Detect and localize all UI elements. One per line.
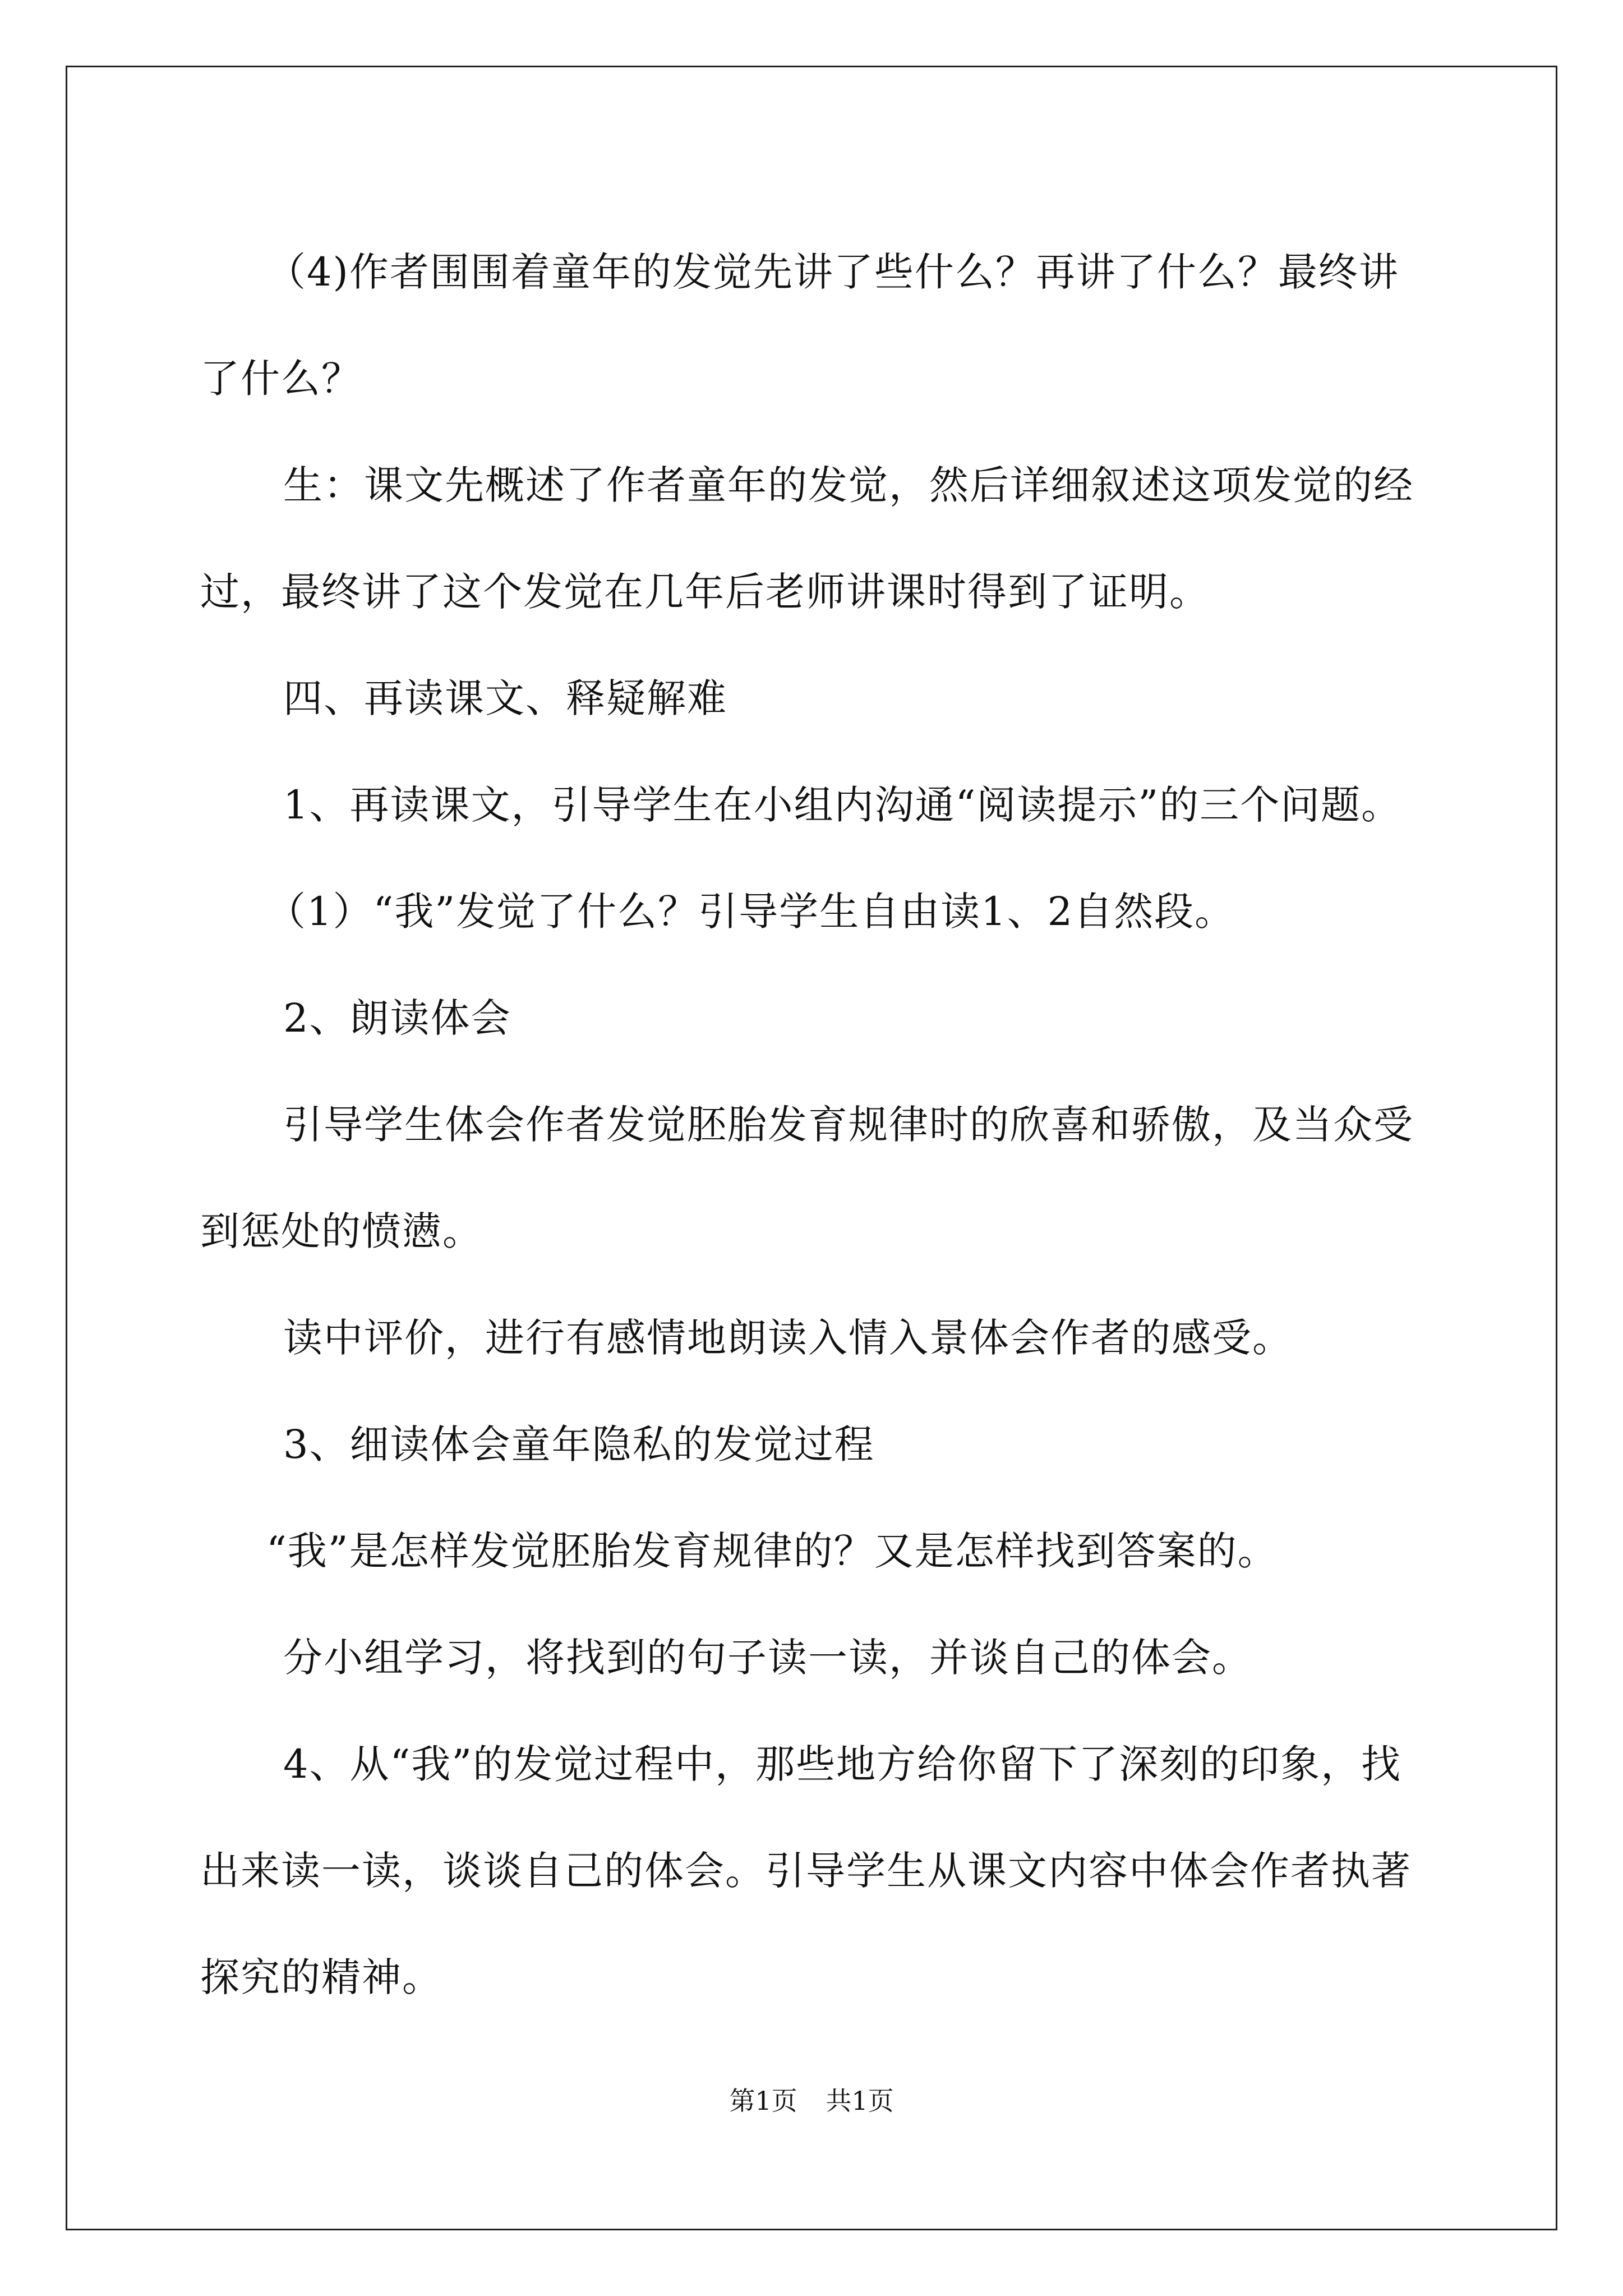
paragraph-12: 4、从“我”的发觉过程中，那些地方给你留下了深刻的印象，找出来读一读，谈谈自己的体会。引导学生从课文内容中体会作者执著探究的精神。 xyxy=(200,1741,1412,2000)
page-footer xyxy=(0,2084,1623,2118)
page-total: 共1页 xyxy=(826,2086,894,2116)
document-body xyxy=(200,219,1434,2031)
paragraph-4: 1、再读课文，引导学生在小组内沟通“阅读提示”的三个问题。 xyxy=(283,782,1402,828)
paragraph-5: （1）“我”发觉了什么？引导学生自由读1、2自然段。 xyxy=(266,889,1235,935)
paragraph-8: 读中评价，进行有感情地朗读入情入景体会作者的感受。 xyxy=(283,1315,1293,1361)
paragraph-7: 引导学生体会作者发觉胚胎发育规律时的欣喜和骄傲，及当众受到惩处的愤懑。 xyxy=(200,1102,1414,1254)
paragraph-11: 分小组学习，将找到的句子读一读，并谈自己的体会。 xyxy=(283,1635,1252,1681)
paragraph-3: 四、再读课文、释疑解难 xyxy=(283,675,727,721)
paragraph-1: （4)作者围围着童年的发觉先讲了些什么？再讲了什么？最终讲了什么？ xyxy=(200,249,1399,402)
paragraph-6: 2、朗读体会 xyxy=(283,995,511,1041)
paragraph-10: “我”是怎样发觉胚胎发育规律的？又是怎样找到答案的。 xyxy=(266,1528,1278,1574)
paragraph-9: 3、细读体会童年隐私的发觉过程 xyxy=(283,1421,875,1467)
page-number: 第1页 xyxy=(729,2086,797,2116)
paragraph-2: 生：课文先概述了作者童年的发觉，然后详细叙述这项发觉的经过，最终讲了这个发觉在几年后老师讲课时得到了证明。 xyxy=(200,462,1414,615)
